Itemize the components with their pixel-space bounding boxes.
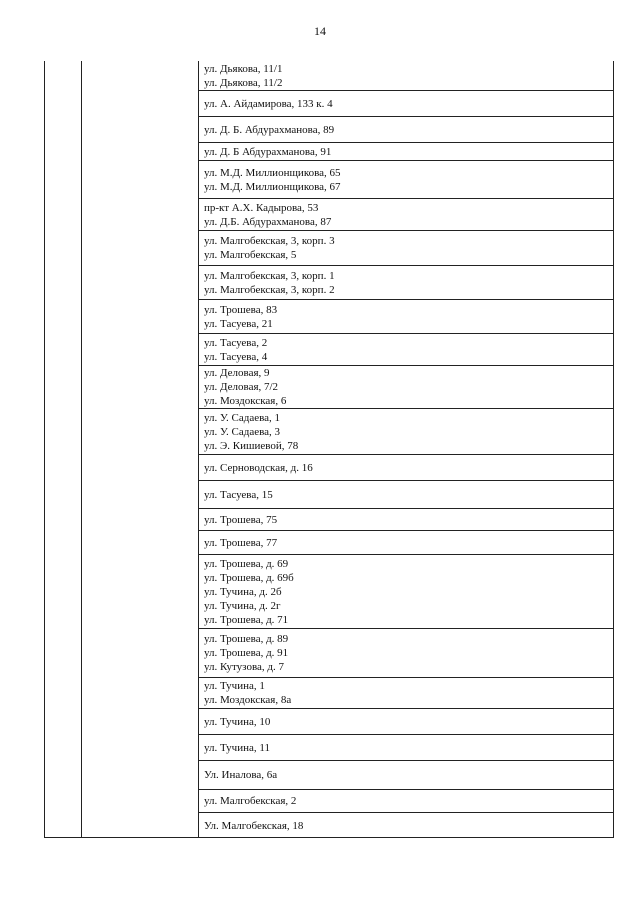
- address-line: ул. Малгобекская, 3, корп. 2: [204, 283, 335, 296]
- address-line: Ул. Малгобекская, 18: [204, 819, 304, 832]
- address-line: ул. Тасуева, 15: [204, 488, 273, 501]
- address-line: ул. Трошева, д. 69: [204, 557, 289, 570]
- table-row: [198, 678, 613, 709]
- address-line: ул. Тучина, 11: [204, 741, 270, 754]
- address-line: ул. А. Айдамирова, 133 к. 4: [204, 97, 333, 110]
- table-row: [198, 409, 613, 455]
- address-line: ул. Трошева, д. 69б: [204, 571, 294, 584]
- address-line: ул. Трошева, д. 71: [204, 613, 289, 626]
- address-line: ул. Тасуева, 4: [204, 350, 268, 363]
- address-line: ул. Моздокская, 8а: [204, 694, 292, 706]
- table-row: [198, 143, 613, 161]
- address-line: ул. Трошева, д. 89: [204, 633, 289, 645]
- address-line: ул. Тучина, д. 2б: [204, 585, 282, 598]
- table-row: [198, 629, 613, 678]
- table-row: [198, 231, 613, 266]
- address-line: ул. Деловая, 7/2: [204, 381, 279, 393]
- address-line: ул. Тасуева, 21: [204, 317, 273, 330]
- table-row: [198, 91, 613, 117]
- table-row: [198, 735, 613, 761]
- table-row: [198, 366, 613, 409]
- address-table: [44, 61, 614, 838]
- address-line: ул. М.Д. Миллионщикова, 65: [204, 166, 341, 179]
- table-row: [198, 761, 613, 790]
- address-line: пр-кт А.Х. Кадырова, 53: [204, 201, 319, 214]
- address-column: [198, 61, 613, 837]
- table-row: [198, 509, 613, 531]
- table-row: [198, 161, 613, 199]
- address-line: ул. Трошева, 83: [204, 303, 278, 316]
- address-line: ул. Тучина, д. 2г: [204, 599, 281, 612]
- address-line: ул. Тучина, 10: [204, 715, 271, 728]
- address-line: ул. Серноводская, д. 16: [204, 461, 313, 474]
- address-line: ул. Тучина, 1: [204, 680, 265, 692]
- address-line: ул. Дьякова, 11/2: [204, 76, 283, 89]
- table-row: [198, 790, 613, 813]
- address-line: ул. Тасуева, 2: [204, 336, 268, 349]
- address-line: Ул. Иналова, 6а: [204, 769, 278, 781]
- address-line: ул. У. Садаева, 3: [204, 425, 281, 438]
- table-row: [198, 531, 613, 555]
- address-line: ул. Малгобекская, 2: [204, 795, 297, 807]
- address-line: ул. У. Садаева, 1: [204, 411, 281, 424]
- table-row: [198, 334, 613, 366]
- address-line: ул. Трошева, д. 91: [204, 647, 289, 659]
- table-row: [198, 266, 613, 300]
- address-line: ул. Малгобекская, 3, корп. 3: [204, 235, 335, 247]
- column-divider: [81, 61, 82, 837]
- address-line: ул. Деловая, 9: [204, 367, 270, 379]
- address-line: ул. Э. Кишиевой, 78: [204, 439, 299, 452]
- table-row: [198, 455, 613, 481]
- address-line: ул. Д.Б. Абдурахманова, 87: [204, 215, 332, 228]
- address-line: ул. Кутузова, д. 7: [204, 661, 284, 673]
- address-line: ул. Д. Б. Абдурахманова, 89: [204, 123, 335, 136]
- address-line: ул. Трошева, 77: [204, 536, 278, 549]
- address-line: ул. Малгобекская, 3, корп. 1: [204, 269, 335, 282]
- page-number: 14: [314, 24, 326, 38]
- table-row: [198, 813, 613, 838]
- table-row: [198, 481, 613, 509]
- table-row: [198, 555, 613, 629]
- address-line: ул. Трошева, 75: [204, 513, 278, 526]
- table-row: [198, 61, 613, 91]
- table-row: [198, 709, 613, 735]
- address-line: ул. Д. Б Абдурахманова, 91: [204, 145, 332, 158]
- address-line: ул. Моздокская, 6: [204, 395, 287, 407]
- table-row: [198, 300, 613, 334]
- table-row: [198, 199, 613, 231]
- address-line: ул. М.Д. Миллионщикова, 67: [204, 180, 341, 193]
- table-row: [198, 117, 613, 143]
- address-line: ул. Дьякова, 11/1: [204, 62, 283, 75]
- address-line: ул. Малгобекская, 5: [204, 249, 297, 261]
